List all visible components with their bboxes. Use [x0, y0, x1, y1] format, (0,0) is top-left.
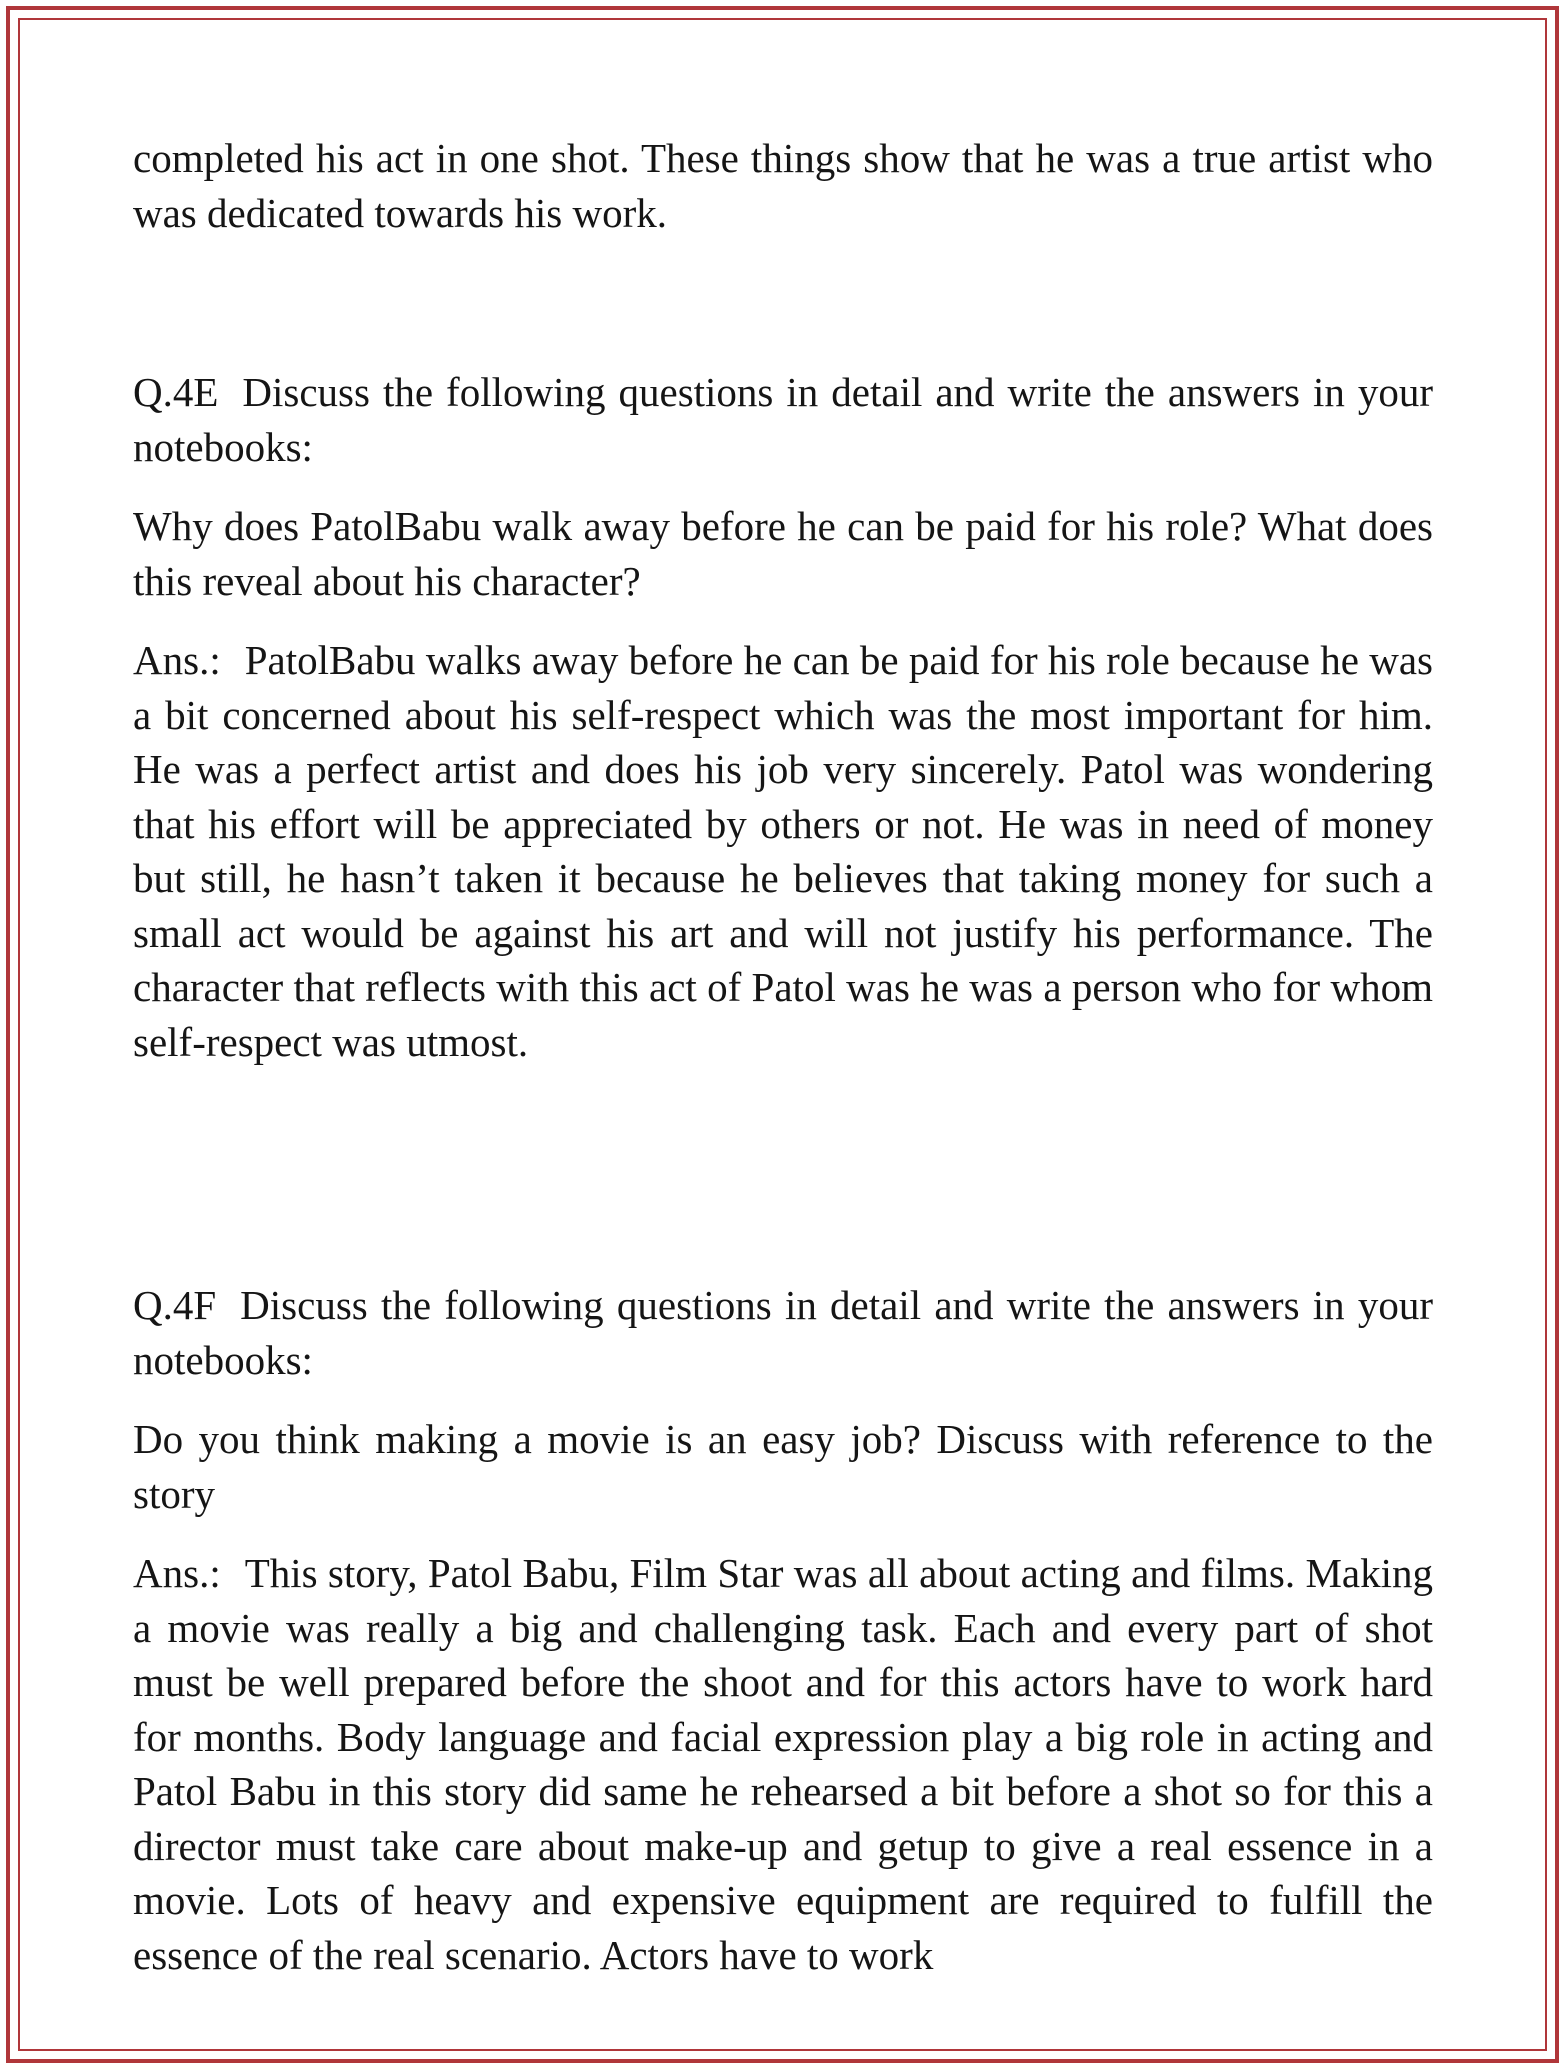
question-instruction: Discuss the following questions in detail and write the answers in your notebooks:	[133, 369, 1433, 470]
question-heading	[133, 1278, 1433, 1387]
question-text: Do you think making a movie is an easy job? Discuss with reference to the story	[133, 1416, 1433, 1517]
question-heading	[133, 365, 1433, 474]
question-instruction: Discuss the following questions in detail and write the answers in your notebooks:	[133, 1282, 1433, 1383]
question-label: Q.4F	[133, 1282, 217, 1328]
answer-label: Ans.:	[133, 637, 221, 683]
answer-paragraph	[133, 633, 1433, 1069]
question-text: Why does PatolBabu walk away before he can be paid for his role? What does this reveal about his character?	[133, 503, 1433, 604]
page-content	[133, 131, 1433, 1982]
answer-paragraph	[133, 1546, 1433, 1982]
question-4f-section	[133, 1278, 1433, 1982]
answer-text: PatolBabu walks away before he can be paid for his role because he was a bit concerned about his self-respect which was the most important for him. He was a perfect artist and does his job very sincerely. Patol was wondering that his effort will be appreciated by others or not. He was in need of money but still, he hasn’t taken it because he believes that taking money for such a small act would be against his art and will not justify his performance. The character that reflects with this act of Patol was he was a person who for whom self-respect was utmost.	[133, 637, 1433, 1065]
question-4e-section	[133, 365, 1433, 1069]
answer-text: This story, Patol Babu, Film Star was all about acting and films. Making a movie was really a big and challenging task. Each and every part of shot must be well prepared before the shoot and for this actors have to work hard for months. Body language and facial expression play a big role in acting and Patol Babu in this story did same he rehearsed a bit before a shot so for this a director must take care about make-up and getup to give a real essence in a movie. Lots of heavy and expensive equipment are required to fulfill the essence of the real scenario. Actors have to work	[133, 1550, 1433, 1978]
question-label: Q.4E	[133, 369, 219, 415]
continuation-paragraph: completed his act in one shot. These things show that he was a true artist who was dedicated towards his work.	[133, 135, 1433, 236]
answer-label: Ans.:	[133, 1550, 221, 1596]
